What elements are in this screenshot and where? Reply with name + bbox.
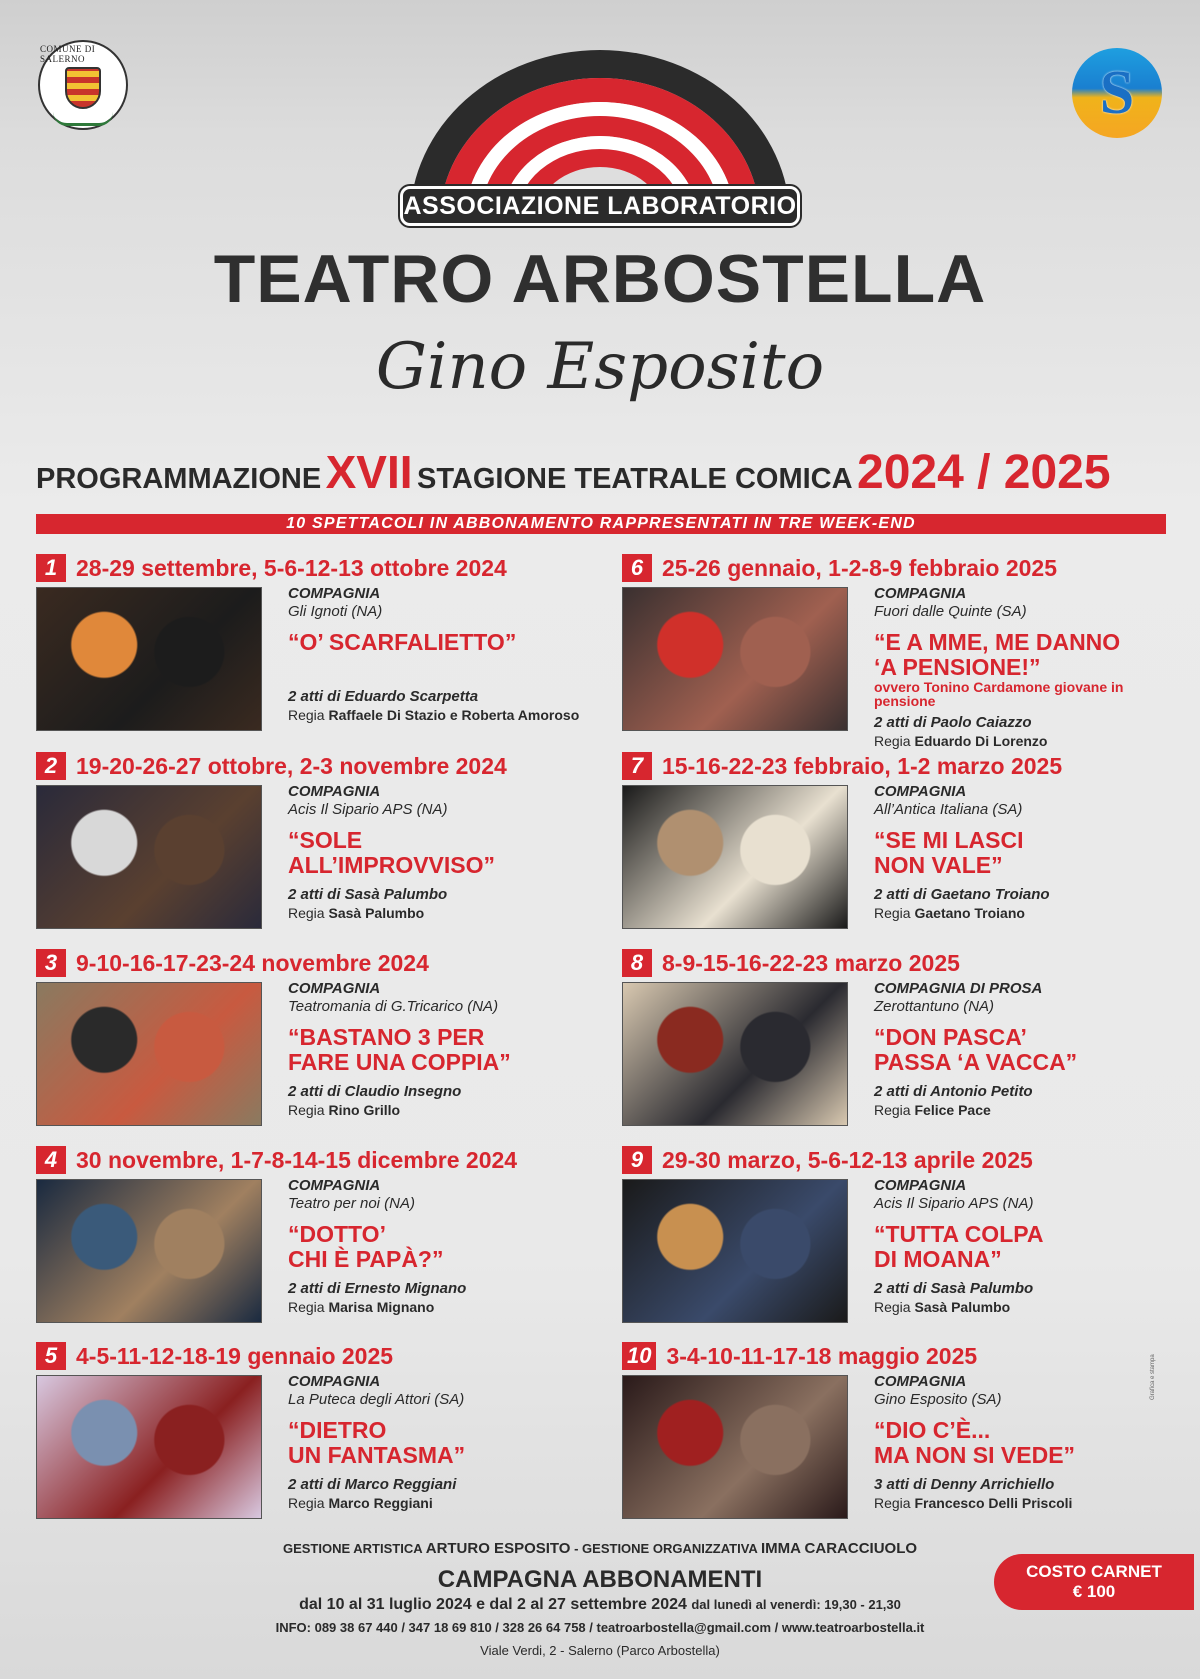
company-label: COMPAGNIA bbox=[874, 1373, 967, 1390]
artistic-label: GESTIONE ARTISTICA bbox=[282, 1541, 423, 1556]
show-dates: 9-10-16-17-23-24 novembre 2024 bbox=[76, 949, 429, 976]
show-card bbox=[36, 1341, 596, 1531]
company-label: COMPAGNIA bbox=[288, 783, 381, 800]
show-dates: 30 novembre, 1-7-8-14-15 dicembre 2024 bbox=[76, 1146, 518, 1173]
show-number: 4 bbox=[36, 1146, 66, 1174]
show-header bbox=[622, 948, 960, 978]
show-title-line-1: “DIETRO bbox=[288, 1417, 387, 1443]
programme-heading bbox=[36, 445, 1166, 500]
print-credits: Grafica e stampa bbox=[1150, 1354, 1156, 1400]
show-number: 8 bbox=[622, 949, 652, 977]
show-photo bbox=[36, 982, 262, 1126]
show-dates: 8-9-15-16-22-23 marzo 2025 bbox=[662, 949, 960, 976]
show-card bbox=[622, 553, 1182, 749]
show-title-line-2: FARE UNA COPPIA” bbox=[288, 1049, 511, 1075]
show-photo bbox=[622, 587, 848, 731]
company-name: Acis Il Sipario APS (NA) bbox=[288, 801, 448, 818]
company-name: Gli Ignoti (NA) bbox=[288, 603, 383, 620]
show-header bbox=[622, 1145, 1033, 1175]
show-author: 2 atti di Marco Reggiani bbox=[288, 1476, 457, 1493]
show-number: 9 bbox=[622, 1146, 652, 1174]
show-photo bbox=[622, 1179, 848, 1323]
organizational-name: IMMA CARACCIUOLO bbox=[760, 1540, 918, 1557]
show-title-line-2: CHI È PAPÀ?” bbox=[288, 1246, 444, 1272]
director-label: Regia bbox=[874, 733, 911, 749]
campaign-hours: dal lunedì al venerdì: 19,30 - 21,30 bbox=[691, 1597, 901, 1612]
company-label: COMPAGNIA DI PROSA bbox=[874, 980, 1043, 997]
company-name: Teatromania di G.Tricarico (NA) bbox=[288, 998, 499, 1015]
show-title-line-1: “SE MI LASCI bbox=[874, 827, 1024, 853]
show-photo bbox=[36, 587, 262, 731]
show-number: 1 bbox=[36, 554, 66, 582]
company-name: Zerottantuno (NA) bbox=[874, 998, 995, 1015]
show-number: 3 bbox=[36, 949, 66, 977]
director-label: Regia bbox=[288, 1102, 325, 1118]
company-label: COMPAGNIA bbox=[288, 1373, 381, 1390]
show-title-line-2: UN FANTASMA” bbox=[288, 1442, 466, 1468]
show-photo bbox=[36, 785, 262, 929]
organizational-label: GESTIONE ORGANIZZATIVA bbox=[582, 1541, 758, 1556]
show-subtitle: ovvero Tonino Cardamone giovane in pensione bbox=[874, 679, 1124, 709]
show-title-line-1: “TUTTA COLPA bbox=[874, 1221, 1044, 1247]
show-photo bbox=[36, 1375, 262, 1519]
show-info bbox=[288, 585, 598, 724]
show-info bbox=[288, 783, 598, 922]
show-title-line-1: “E A MME, ME DANNO bbox=[874, 629, 1121, 655]
show-author: 2 atti di Paolo Caiazzo bbox=[874, 714, 1032, 731]
company-label: COMPAGNIA bbox=[288, 980, 381, 997]
show-title-line-1: “DON PASCA’ bbox=[874, 1024, 1027, 1050]
show-card bbox=[622, 751, 1182, 941]
show-director bbox=[874, 1298, 1184, 1316]
show-director bbox=[874, 1101, 1184, 1119]
company-label: COMPAGNIA bbox=[288, 585, 381, 602]
show-card bbox=[36, 1145, 596, 1335]
show-title-line-1: “DIO C’È... bbox=[874, 1417, 991, 1443]
show-title-line-2: PASSA ‘A VACCA” bbox=[874, 1049, 1078, 1075]
show-number: 6 bbox=[622, 554, 652, 582]
show-card bbox=[36, 553, 596, 743]
shield-icon bbox=[65, 67, 101, 109]
show-card bbox=[622, 948, 1182, 1138]
director-name: Sasà Palumbo bbox=[328, 905, 425, 921]
show-title-line-2: NON VALE” bbox=[874, 852, 1003, 878]
show-info bbox=[874, 1177, 1184, 1316]
show-author: 2 atti di Sasà Palumbo bbox=[288, 886, 448, 903]
director-name: Marisa Mignano bbox=[328, 1299, 435, 1315]
director-name: Marco Reggiani bbox=[328, 1495, 433, 1511]
show-photo bbox=[622, 982, 848, 1126]
show-dates: 3-4-10-11-17-18 maggio 2025 bbox=[666, 1342, 978, 1369]
s-logo bbox=[1072, 48, 1162, 138]
show-dates: 4-5-11-12-18-19 gennaio 2025 bbox=[76, 1342, 394, 1369]
director-label: Regia bbox=[288, 1299, 325, 1315]
show-number: 5 bbox=[36, 1342, 66, 1370]
carnet-price: € 100 bbox=[1072, 1582, 1116, 1601]
show-info bbox=[288, 980, 598, 1119]
show-card bbox=[622, 1341, 1182, 1531]
company-label: COMPAGNIA bbox=[874, 783, 967, 800]
s-logo-letter: S bbox=[1099, 58, 1135, 127]
director-label: Regia bbox=[874, 1299, 911, 1315]
director-name: Eduardo Di Lorenzo bbox=[914, 733, 1048, 749]
director-label: Regia bbox=[874, 905, 911, 921]
show-info bbox=[874, 980, 1184, 1119]
show-author: 3 atti di Denny Arrichiello bbox=[874, 1476, 1055, 1493]
show-title bbox=[874, 1222, 1184, 1274]
show-dates: 29-30 marzo, 5-6-12-13 aprile 2025 bbox=[662, 1146, 1033, 1173]
company-name: Acis Il Sipario APS (NA) bbox=[874, 1195, 1034, 1212]
season-number: XVII bbox=[325, 446, 413, 498]
director-label: Regia bbox=[288, 1495, 325, 1511]
programme-label: PROGRAMMAZIONE bbox=[36, 463, 322, 495]
association-badge: ASSOCIAZIONE LABORATORIO bbox=[400, 186, 800, 226]
campaign-title: CAMPAGNA ABBONAMENTI bbox=[437, 1566, 763, 1593]
show-info bbox=[874, 783, 1184, 922]
company-name: La Puteca degli Attori (SA) bbox=[288, 1391, 465, 1408]
show-title-line-1: “DOTTO’ bbox=[288, 1221, 386, 1247]
carnet-price-badge bbox=[994, 1554, 1194, 1610]
carnet-label: COSTO CARNET bbox=[1026, 1562, 1162, 1581]
show-director bbox=[874, 1494, 1184, 1512]
show-photo bbox=[622, 1375, 848, 1519]
show-title bbox=[874, 828, 1184, 880]
show-info bbox=[874, 1373, 1184, 1512]
director-name: Rino Grillo bbox=[328, 1102, 401, 1118]
show-title-line-2: DI MOANA” bbox=[874, 1246, 1002, 1272]
page-subtitle: Gino Esposito bbox=[375, 330, 825, 404]
show-info bbox=[874, 585, 1184, 750]
show-title-line-2: ‘A PENSIONE!” bbox=[874, 654, 1041, 680]
show-card bbox=[36, 751, 596, 941]
company-label: COMPAGNIA bbox=[874, 1177, 967, 1194]
show-header bbox=[36, 553, 507, 583]
company-label: COMPAGNIA bbox=[874, 585, 967, 602]
director-name: Felice Pace bbox=[914, 1102, 991, 1118]
show-number: 2 bbox=[36, 752, 66, 780]
comune-salerno-seal bbox=[38, 40, 128, 130]
show-director bbox=[874, 904, 1184, 922]
company-name: Fuori dalle Quinte (SA) bbox=[874, 603, 1027, 620]
show-header bbox=[36, 1145, 517, 1175]
director-name: Sasà Palumbo bbox=[914, 1299, 1011, 1315]
show-header bbox=[622, 751, 1062, 781]
show-info bbox=[288, 1373, 598, 1512]
show-director bbox=[288, 904, 598, 922]
management-sep: - bbox=[570, 1541, 583, 1556]
show-author: 2 atti di Claudio Insegno bbox=[288, 1083, 462, 1100]
artistic-name: ARTURO ESPOSITO bbox=[425, 1540, 571, 1557]
show-title bbox=[874, 1025, 1184, 1077]
show-director bbox=[288, 1494, 598, 1512]
director-label: Regia bbox=[874, 1495, 911, 1511]
show-header bbox=[36, 1341, 393, 1371]
show-title bbox=[288, 1418, 598, 1470]
show-title bbox=[288, 828, 598, 880]
subscription-banner: 10 SPETTACOLI IN ABBONAMENTO RAPPRESENTATI IN TRE WEEK-END bbox=[36, 514, 1166, 534]
company-label: COMPAGNIA bbox=[288, 1177, 381, 1194]
show-header bbox=[36, 948, 429, 978]
season-years: 2024 / 2025 bbox=[857, 446, 1111, 499]
contact-info: INFO: 089 38 67 440 / 347 18 69 810 / 328 26 64 758 / teatroarbostella@gmail.com / www.teatroarbostella.it bbox=[275, 1620, 925, 1635]
wreath-icon bbox=[53, 112, 113, 126]
show-photo bbox=[622, 785, 848, 929]
show-card bbox=[622, 1145, 1182, 1335]
show-title bbox=[874, 1418, 1184, 1470]
page-title: TEATRO ARBOSTELLA bbox=[213, 241, 987, 317]
director-name: Gaetano Troiano bbox=[914, 905, 1025, 921]
show-title-line-2: MA NON SI VEDE” bbox=[874, 1442, 1076, 1468]
show-title bbox=[288, 1025, 598, 1077]
show-header bbox=[622, 1341, 977, 1371]
director-label: Regia bbox=[874, 1102, 911, 1118]
show-dates: 15-16-22-23 febbraio, 1-2 marzo 2025 bbox=[662, 752, 1063, 779]
show-director bbox=[874, 732, 1184, 750]
show-header bbox=[622, 553, 1057, 583]
show-author: 2 atti di Sasà Palumbo bbox=[874, 1280, 1034, 1297]
show-title-line-1: “SOLE bbox=[288, 827, 363, 853]
company-name: All’Antica Italiana (SA) bbox=[874, 801, 1023, 818]
address: Viale Verdi, 2 - Salerno (Parco Arbostella) bbox=[480, 1643, 720, 1658]
show-author: 2 atti di Ernesto Mignano bbox=[288, 1280, 467, 1297]
show-dates: 28-29 settembre, 5-6-12-13 ottobre 2024 bbox=[76, 554, 507, 581]
show-title bbox=[288, 1222, 598, 1274]
season-label: STAGIONE TEATRALE COMICA bbox=[417, 463, 853, 495]
campaign-period: dal 10 al 31 luglio 2024 e dal 2 al 27 settembre 2024 bbox=[299, 1596, 687, 1613]
show-author: 2 atti di Gaetano Troiano bbox=[874, 886, 1050, 903]
show-title bbox=[874, 630, 1184, 682]
show-director bbox=[288, 1298, 598, 1316]
company-name: Gino Esposito (SA) bbox=[874, 1391, 1002, 1408]
director-label: Regia bbox=[288, 707, 325, 723]
show-title-line-1: “O’ SCARFALIETTO” bbox=[288, 629, 517, 655]
show-dates: 25-26 gennaio, 1-2-8-9 febbraio 2025 bbox=[662, 554, 1057, 581]
show-dates: 19-20-26-27 ottobre, 2-3 novembre 2024 bbox=[76, 752, 507, 779]
show-director bbox=[288, 1101, 598, 1119]
show-author: 2 atti di Eduardo Scarpetta bbox=[288, 688, 479, 705]
show-number: 10 bbox=[622, 1342, 656, 1370]
seal-text: COMUNE DI SALERNO bbox=[40, 44, 96, 64]
director-label: Regia bbox=[288, 905, 325, 921]
show-director bbox=[288, 706, 598, 724]
show-photo bbox=[36, 1179, 262, 1323]
show-info bbox=[288, 1177, 598, 1316]
show-title-line-2: ALL’IMPROVVISO” bbox=[288, 852, 496, 878]
director-name: Francesco Delli Priscoli bbox=[914, 1495, 1073, 1511]
show-title bbox=[288, 630, 598, 682]
company-name: Teatro per noi (NA) bbox=[288, 1195, 416, 1212]
show-title-line-1: “BASTANO 3 PER bbox=[288, 1024, 485, 1050]
show-header bbox=[36, 751, 507, 781]
show-author: 2 atti di Antonio Petito bbox=[874, 1083, 1033, 1100]
show-card bbox=[36, 948, 596, 1138]
show-number: 7 bbox=[622, 752, 652, 780]
director-name: Raffaele Di Stazio e Roberta Amoroso bbox=[328, 707, 580, 723]
